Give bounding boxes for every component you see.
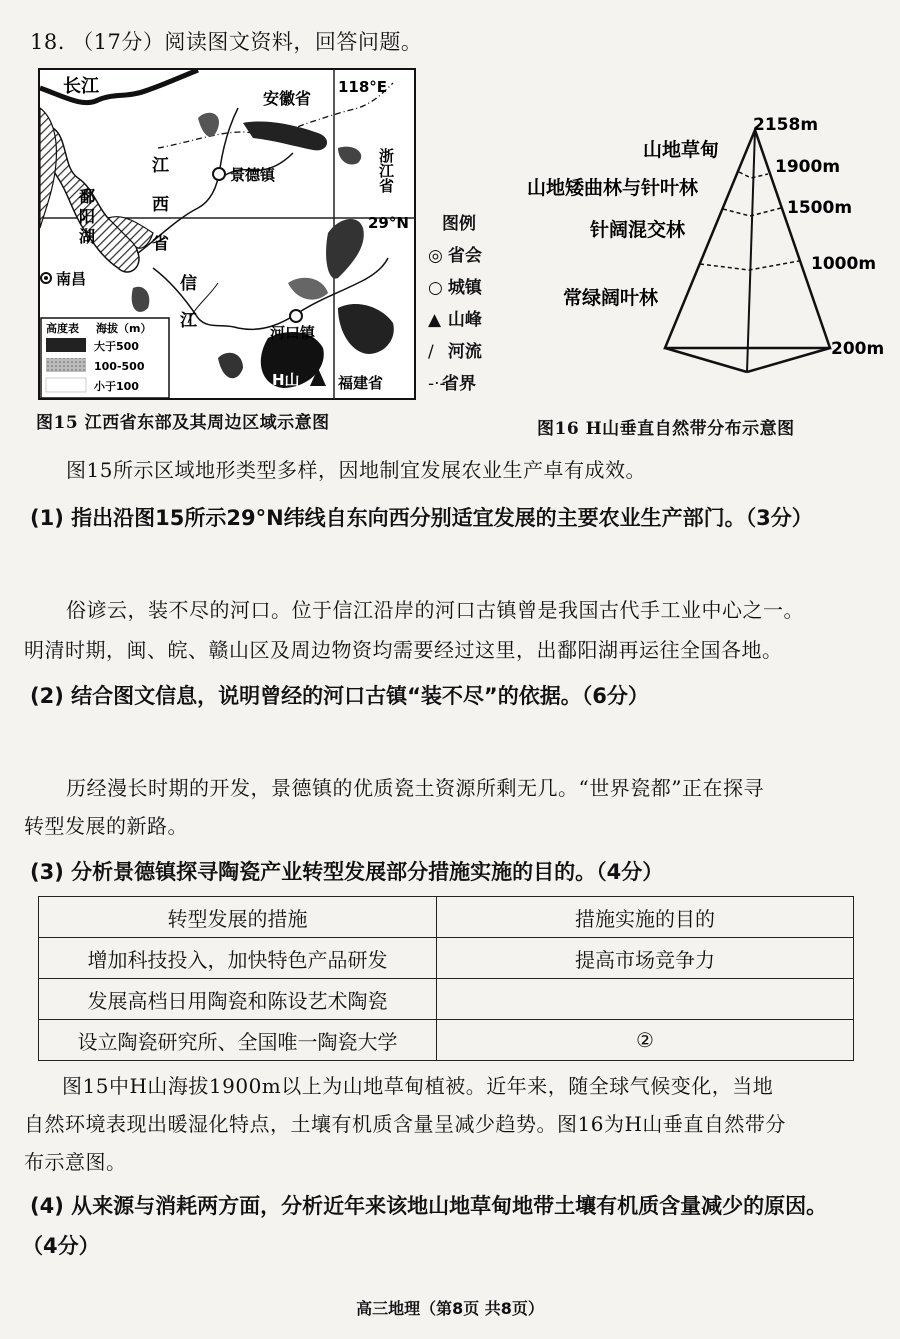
figure-16-caption: 图16 H山垂直自然带分布示意图 [537, 419, 795, 439]
question-3: (3) 分析景德镇探寻陶瓷产业转型发展部分措施实施的目的。（4分） [30, 860, 664, 884]
table-row [39, 938, 854, 979]
legend-item-town: ○ 城镇 [428, 272, 498, 304]
elevation-label-1900: 1900m [775, 157, 841, 177]
page-footer: 高三地理（第8页 共8页） [356, 1299, 544, 1318]
map-label-jingdezhen: 景德镇 [230, 166, 276, 184]
table-cell: 增加科技投入，加快特色产品研发 [39, 938, 437, 979]
zone-label-krummholz: 山地矮曲林与针叶林 [527, 177, 699, 199]
map-label-hshan: H山 [272, 371, 300, 389]
map-label-zhejiang: 浙江省 [377, 148, 395, 193]
capital-icon: ◎ [428, 246, 443, 266]
zone-label-evergreen: 常绿阔叶林 [563, 287, 659, 309]
peak-icon: ▲ [428, 310, 442, 330]
map-label-hekou: 河口镇 [270, 324, 316, 342]
paragraph-4-line-3: 布示意图。 [24, 1150, 127, 1174]
question-score: （17分） [72, 30, 165, 54]
paragraph-3-line-1: 历经漫长时期的开发，景德镇的优质瓷土资源所剩无几。“世界瓷都”正在探寻 [66, 776, 764, 800]
elevation-legend-item-mid: 100-500 [94, 360, 145, 373]
elevation-label-1500: 1500m [787, 198, 853, 218]
table-cell: 发展高档日用陶瓷和陈设艺术陶瓷 [39, 979, 437, 1020]
paragraph-2-line-2: 明清时期，闽、皖、赣山区及周边物资均需要经过这里，出鄱阳湖再运往全国各地。 [24, 638, 783, 662]
elevation-legend-header-a: 高度表 [46, 322, 79, 335]
hekou-town-marker [290, 310, 302, 322]
question-instruction: 阅读图文资料，回答问题。 [164, 30, 423, 54]
elevation-legend [41, 318, 169, 398]
map-label-fujian: 福建省 [338, 374, 384, 392]
paragraph-3-line-2: 转型发展的新路。 [24, 814, 188, 838]
elevation-swatch-mid [46, 358, 86, 372]
table-row [39, 1020, 854, 1061]
intro-paragraph: 图15所示区域地形类型多样，因地制宜发展农业生产卓有成效。 [66, 458, 646, 482]
map-label-poyang: 鄱阳湖 [76, 188, 96, 248]
table-cell: 设立陶瓷研究所、全国唯一陶瓷大学 [39, 1020, 437, 1061]
map-legend [428, 208, 498, 400]
elevation-swatch-low [46, 378, 86, 392]
question-1: (1) 指出沿图15所示29°N纬线自东向西分别适宜发展的主要农业生产部门。（3分） [30, 506, 813, 530]
question-header [30, 24, 422, 60]
map-label-xinjiang: 信江 [176, 274, 196, 348]
town-icon: ○ [428, 278, 443, 298]
elevation-swatch-high [46, 338, 86, 352]
paragraph-4-line-1: 图15中H山海拔1900m以上为山地草甸植被。近年来，随全球气候变化，当地 [62, 1074, 774, 1098]
map-label-changjiang: 长江 [63, 76, 99, 97]
legend-item-border: -·-省界 [428, 368, 498, 400]
table-cell: 提高市场竞争力 [437, 938, 854, 979]
question-4-line-1: (4) 从来源与消耗两方面，分析近年来该地山地草甸地带土壤有机质含量减少的原因。 [30, 1194, 828, 1218]
question-2: (2) 结合图文信息，说明曾经的河口古镇“装不尽”的依据。（6分） [30, 684, 649, 708]
elevation-label-1000: 1000m [811, 254, 877, 274]
elevation-label-200: 200m [831, 339, 885, 359]
figure-15-map [38, 68, 418, 403]
question-number: 18. [30, 30, 65, 54]
table-header-cell: 措施实施的目的 [437, 897, 854, 938]
jingdezhen-town-marker [213, 168, 225, 180]
elevation-legend-header-b: 海拔（m） [96, 322, 152, 335]
map-label-lon: 118°E [338, 78, 388, 96]
table-cell: ② [437, 1020, 854, 1061]
question-4-line-2: （4分） [22, 1234, 100, 1258]
zone-label-mixed: 针阔混交林 [590, 219, 686, 241]
elevation-legend-item-low: 小于100 [94, 380, 139, 393]
legend-item-river: ∕ 河流 [428, 336, 498, 368]
table-header-row [39, 897, 854, 938]
table-header-cell: 转型发展的措施 [39, 897, 437, 938]
map-legend-title: 图例 [442, 214, 476, 234]
legend-item-capital: ◎ 省会 [428, 240, 498, 272]
map-label-anhui: 安徽省 [263, 89, 312, 108]
map-label-nanchang: 南昌 [56, 270, 87, 288]
map-label-lat: 29°N [368, 214, 409, 232]
zone-label-meadow: 山地草甸 [643, 139, 720, 161]
river-icon: ∕ [428, 342, 434, 362]
table-cell-answer-blank [437, 979, 854, 1020]
elevation-label-2158: 2158m [753, 115, 819, 135]
paragraph-4-line-2: 自然环境表现出暖湿化特点，土壤有机质含量呈减少趋势。图16为H山垂直自然带分 [24, 1112, 786, 1136]
border-icon: -·- [428, 374, 446, 394]
paragraph-2-line-1: 俗谚云，装不尽的河口。位于信江沿岸的河口古镇曾是我国古代手工业中心之一。 [66, 598, 804, 622]
elevation-legend-item-high: 大于500 [94, 340, 139, 353]
figure-16-mountain [525, 108, 890, 383]
measures-table [38, 896, 854, 1061]
map-label-jiangxi: 江西省 [148, 156, 168, 273]
figure-15-caption: 图15 江西省东部及其周边区域示意图 [36, 413, 330, 433]
legend-item-peak: ▲ 山峰 [428, 304, 498, 336]
table-row [39, 979, 854, 1020]
